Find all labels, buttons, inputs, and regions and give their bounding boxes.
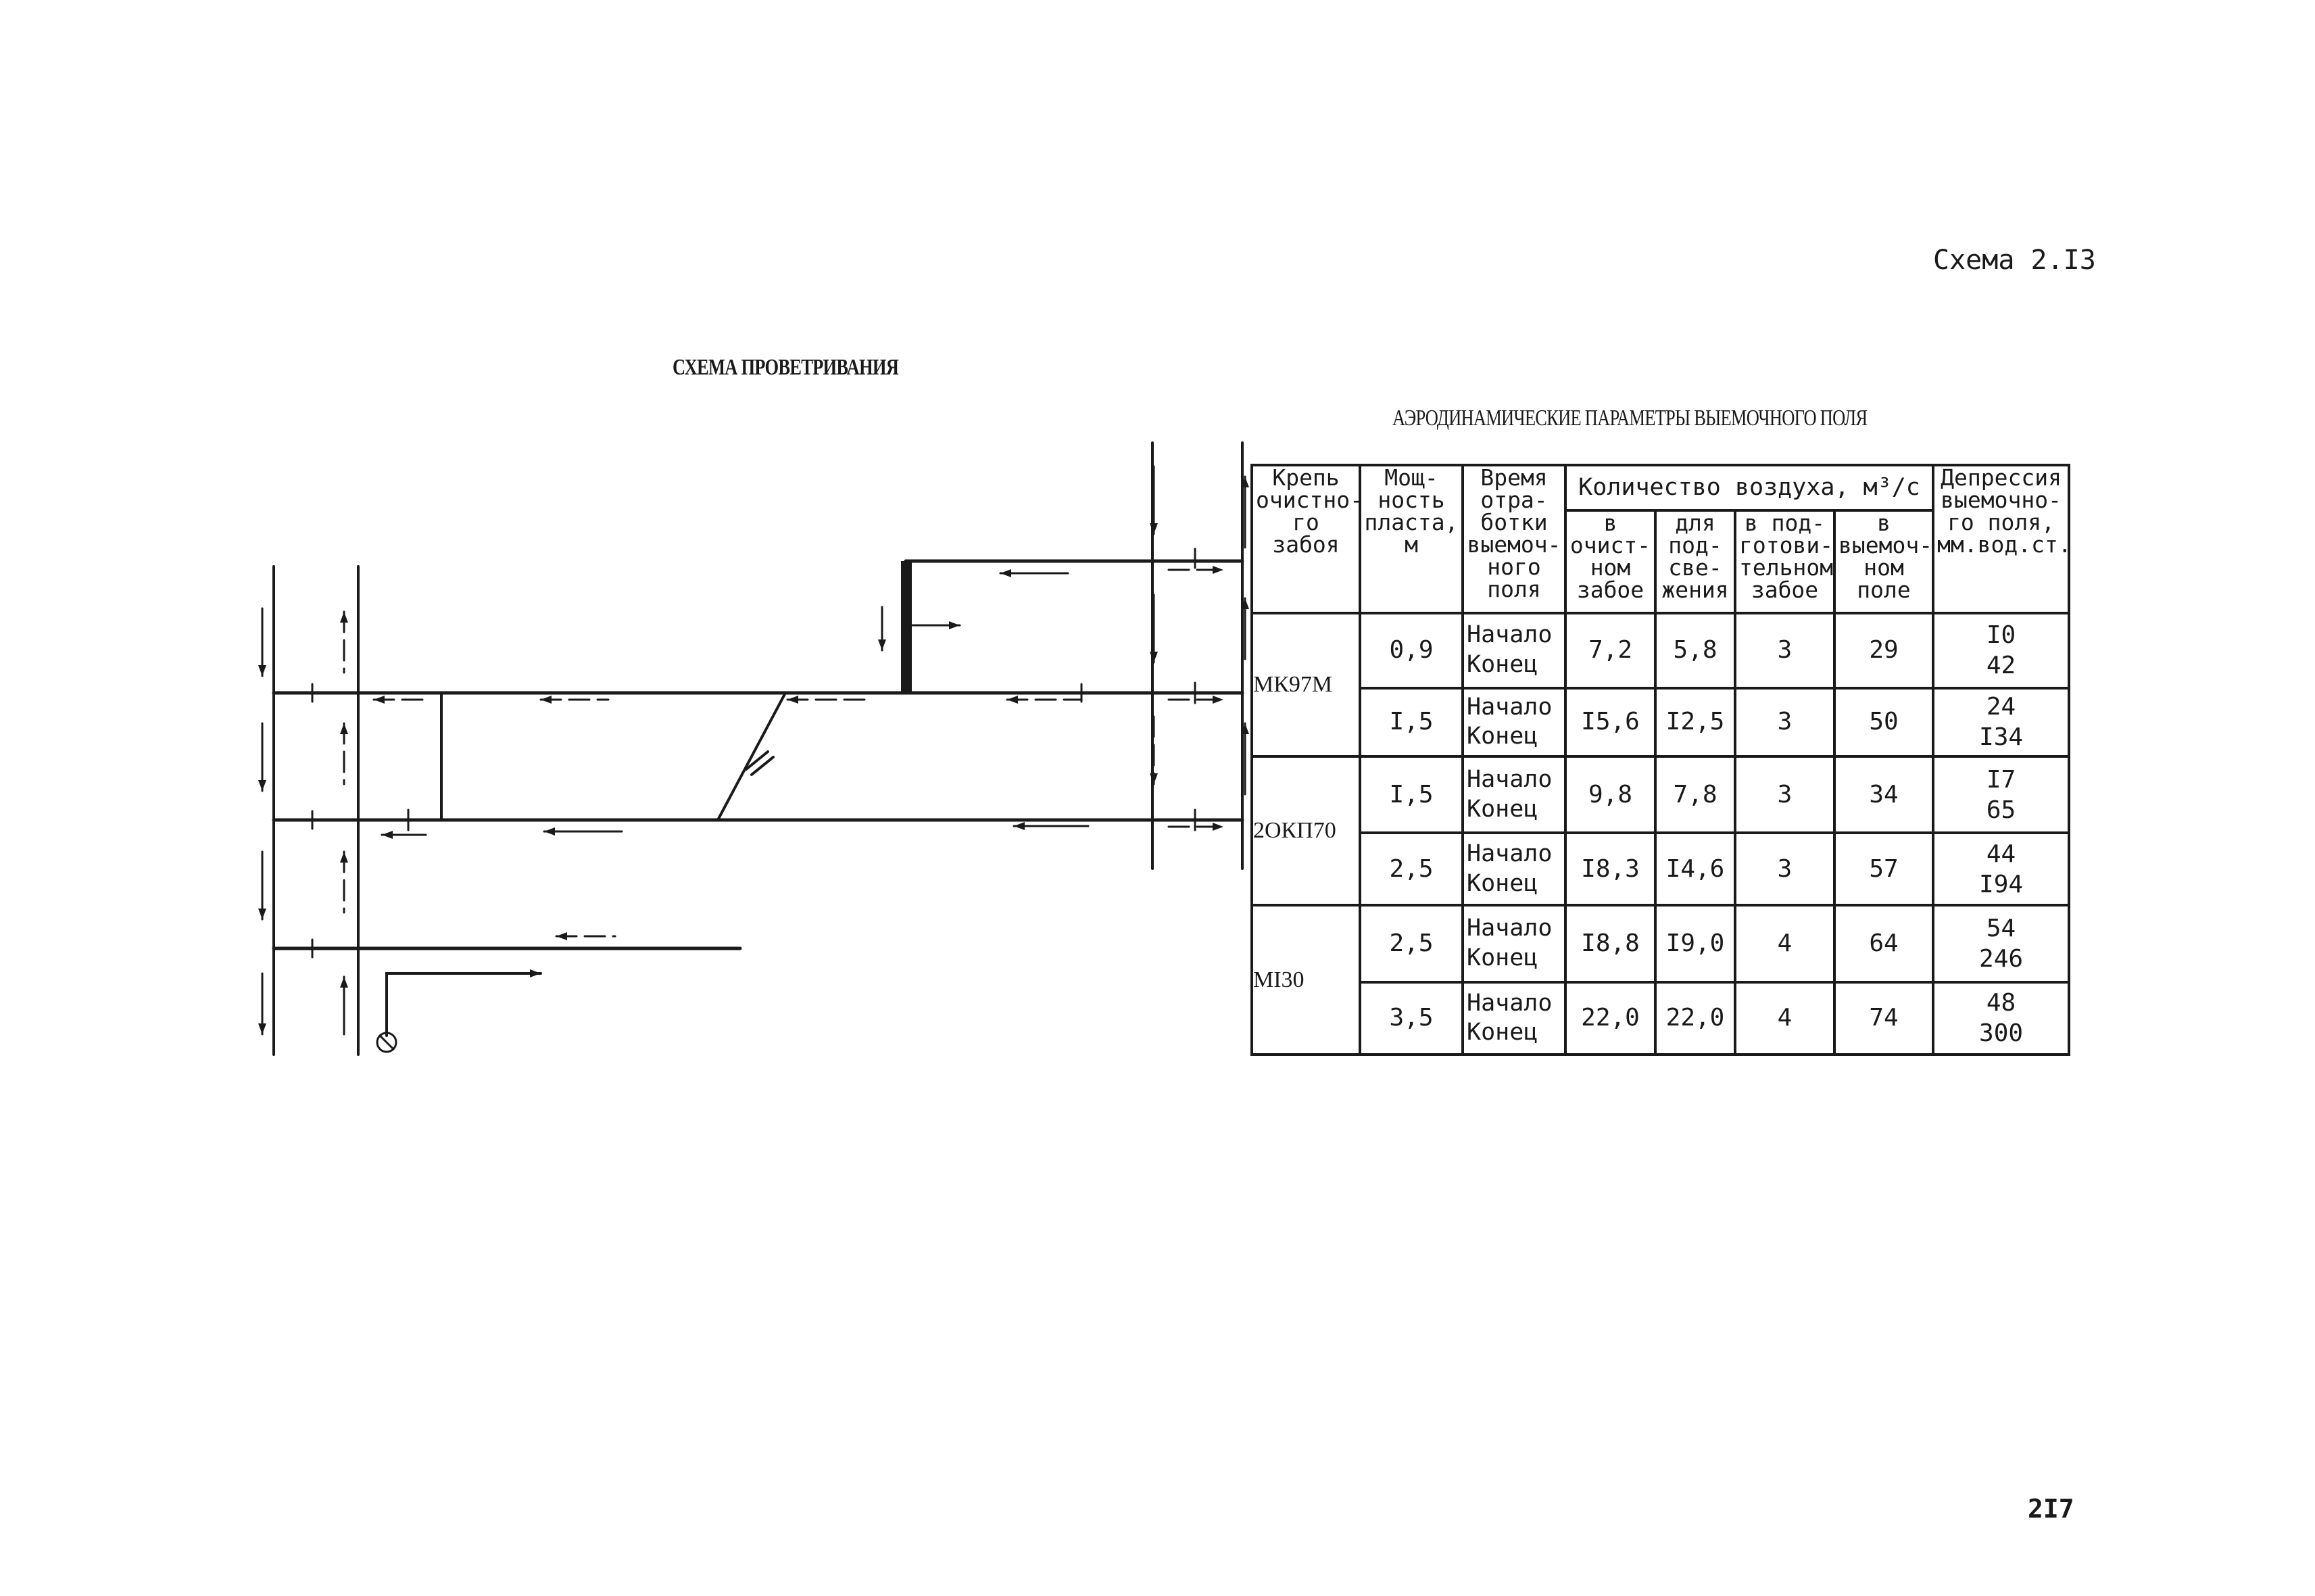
support-type: 2ОКП70 [1252,756,1360,906]
air-reflow-cell: 7,8 [1655,756,1735,833]
header-depression: Депрессия выемочно- го поля, мм.вод.ст. [1933,465,2069,613]
time-start: Начало [1467,840,1553,868]
aerodynamic-parameters-table [1250,464,2070,1056]
air-field-cell: 74 [1834,982,1933,1055]
depression-cell [1933,613,2069,688]
air-prep-cell: 3 [1735,613,1834,688]
time-start: Начало [1467,915,1553,942]
table-row [1252,756,2069,833]
header-air-reflow: для под- све- жения [1655,510,1735,613]
time-end: Конец [1467,869,1538,897]
time-end: Конец [1467,651,1538,679]
time-cell [1463,905,1565,982]
thickness-cell: I,5 [1360,688,1463,756]
thickness-cell: 0,9 [1360,613,1463,688]
thickness-cell: 2,5 [1360,905,1463,982]
depression-end: I34 [1979,723,2024,752]
air-prep-cell: 3 [1735,688,1834,756]
air-reflow-cell: I2,5 [1655,688,1735,756]
air-reflow-cell: I9,0 [1655,905,1735,982]
air-field-cell: 34 [1834,756,1933,833]
face-marker [752,757,773,775]
header-air-prep: в под- готови- тельном забое [1735,510,1834,613]
depression-cell [1933,688,2069,756]
ventilation-diagram [0,0,1250,1082]
thickness-cell: I,5 [1360,756,1463,833]
air-face-cell: 7,2 [1565,613,1655,688]
time-end: Конец [1467,944,1538,972]
depression-cell [1933,833,2069,905]
table-row [1252,905,2069,982]
time-cell [1463,756,1565,833]
air-face-cell: 22,0 [1565,982,1655,1055]
table-row [1252,613,2069,688]
air-field-cell: 64 [1834,905,1933,982]
aerodynamic-parameters-title: АЭРОДИНАМИЧЕСКИЕ ПАРАМЕТРЫ ВЫЕМОЧНОГО ПОЛЯ [1392,406,1868,431]
table-row [1252,833,2069,905]
thickness-cell: 2,5 [1360,833,1463,905]
ventilation-scheme-title: СХЕМА ПРОВЕТРИВАНИЯ [673,355,899,380]
header-air-quantity: Количество воздуха, м³/с [1565,465,1933,510]
header-support: Крепь очистно- го забоя [1252,465,1360,613]
air-field-cell: 50 [1834,688,1933,756]
air-face-cell: I5,6 [1565,688,1655,756]
depression-start: I7 [1986,765,2016,794]
air-field-cell: 29 [1834,613,1933,688]
time-cell [1463,688,1565,756]
depression-start: 24 [1986,693,2016,721]
time-start: Начало [1467,693,1553,721]
right-shafts [1152,443,1242,869]
support-type: МI30 [1252,905,1360,1055]
depression-end: I94 [1979,870,2024,898]
time-start: Начало [1467,765,1553,793]
header-row [1252,465,2069,510]
time-start: Начало [1467,621,1553,649]
time-end: Конец [1467,1019,1538,1046]
air-face-cell: I8,8 [1565,905,1655,982]
header-air-field: в выемоч- ном поле [1834,510,1933,613]
header-air-face: в очист- ном забое [1565,510,1655,613]
depression-end: 300 [1979,1019,2024,1048]
page-number: 2I7 [2028,1494,2074,1524]
air-prep-cell: 4 [1735,905,1834,982]
time-end: Конец [1467,723,1538,750]
depression-cell [1933,905,2069,982]
table-row [1252,688,2069,756]
header-thickness: Мощ- ность пласта, м [1360,465,1463,613]
depression-end: 42 [1986,652,2016,680]
longwall-face [718,693,785,820]
time-start: Начало [1467,989,1553,1017]
time-cell [1463,833,1565,905]
depression-end: 246 [1979,945,2024,973]
depression-start: 44 [1986,840,2016,868]
header-time: Время отра- ботки выемоч- ного поля [1463,465,1565,613]
air-prep-cell: 4 [1735,982,1834,1055]
air-face-cell: I8,3 [1565,833,1655,905]
air-reflow-cell: 5,8 [1655,613,1735,688]
time-end: Конец [1467,795,1538,823]
depression-start: 48 [1986,989,2016,1017]
thickness-cell: 3,5 [1360,982,1463,1055]
air-prep-cell: 3 [1735,756,1834,833]
drifts [274,561,1242,948]
air-prep-cell: 3 [1735,833,1834,905]
time-cell [1463,982,1565,1055]
air-face-cell: 9,8 [1565,756,1655,833]
air-reflow-cell: 22,0 [1655,982,1735,1055]
depression-start: 54 [1986,915,2016,943]
support-type: МК97М [1252,613,1360,756]
depression-cell [1933,756,2069,833]
air-reflow-cell: I4,6 [1655,833,1735,905]
scheme-number: Схема 2.I3 [1933,245,2096,276]
depression-end: 65 [1986,796,2016,824]
table-row [1252,982,2069,1055]
time-cell [1463,613,1565,688]
air-field-cell: 57 [1834,833,1933,905]
fan-duct [387,973,541,1036]
depression-start: I0 [1986,621,2016,650]
mined-edge [901,561,912,693]
depression-cell [1933,982,2069,1055]
